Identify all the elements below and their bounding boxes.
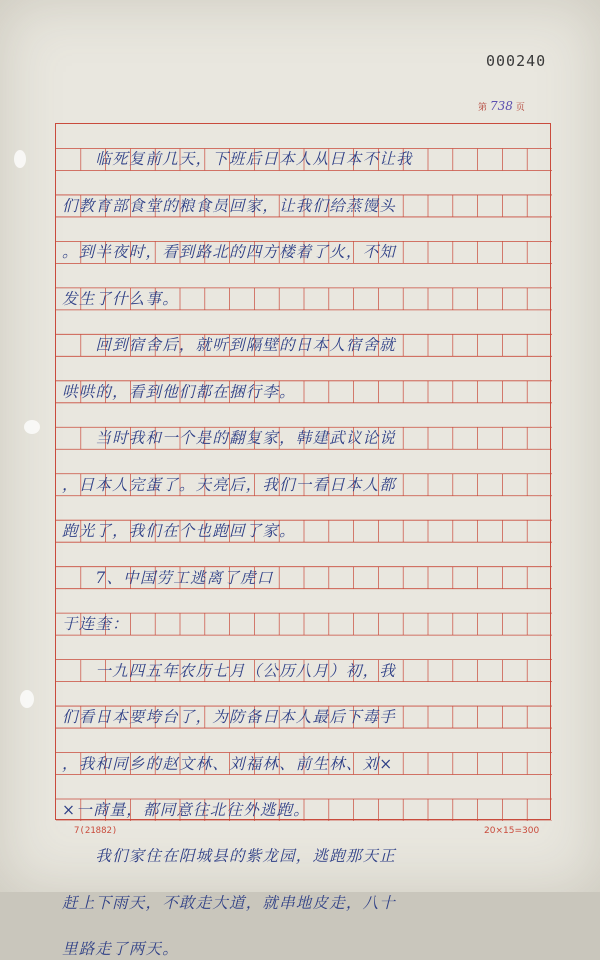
paper-stain [14, 150, 26, 168]
handwritten-line: 临死复前几天，下班后日本人从日本不让我 [62, 150, 413, 169]
handwritten-line: 当时我和一个是的翻复家，韩建武议论说 [62, 429, 397, 448]
paper-stain [20, 690, 34, 708]
handwritten-line: ×一商量，都同意往北往外逃跑。 [62, 801, 310, 819]
page-number: 738 [490, 99, 513, 113]
handwritten-line: 们教育部食堂的粮食员回家，让我们给蒸馒头 [62, 196, 397, 215]
handwritten-line: ，我和同乡的赵文林、刘福林、前生林、刘× [62, 754, 394, 773]
handwritten-line: 7、中国劳工逃离了虎口 [62, 568, 274, 587]
handwritten-line: 回到宿舍后，就听到隔壁的日本人宿舍就 [62, 336, 397, 355]
serial-number: 000240 [486, 52, 547, 70]
grid-spec: 20×15=300 [484, 826, 540, 836]
paper-stain [24, 420, 40, 434]
handwritten-line: 赶上下雨天，不敢走大道，就串地皮走，八十 [62, 893, 397, 912]
handwritten-line: ，日本人完蛋了。天亮后，我们一看日本人都 [62, 475, 397, 494]
page-prefix: 第 [478, 103, 488, 113]
handwritten-line: 哄哄的，看到他们都在捆行李。 [62, 382, 296, 401]
handwritten-line: 于连奎： [62, 615, 129, 634]
page-number-mark [478, 99, 525, 113]
handwritten-line: 跑光了，我们在个也跑回了家。 [62, 522, 296, 541]
handwritten-line: 们看日本要垮台了，为防备日本人最后下毒手 [62, 708, 397, 727]
form-code: 7(21882) [74, 826, 118, 836]
handwritten-line: 。到半夜时，看到路北的四方楼着了火，不知 [62, 243, 397, 262]
page-suffix: 页 [515, 103, 525, 113]
handwritten-line: 一九四五年农历七月（公历八月）初，我 [62, 661, 397, 680]
handwritten-line: 我们家住在阳城县的紫龙园，逃跑那天正 [62, 847, 397, 866]
handwritten-line: 发生了什么事。 [62, 289, 179, 308]
handwritten-line: 里路走了两天。 [62, 940, 179, 959]
